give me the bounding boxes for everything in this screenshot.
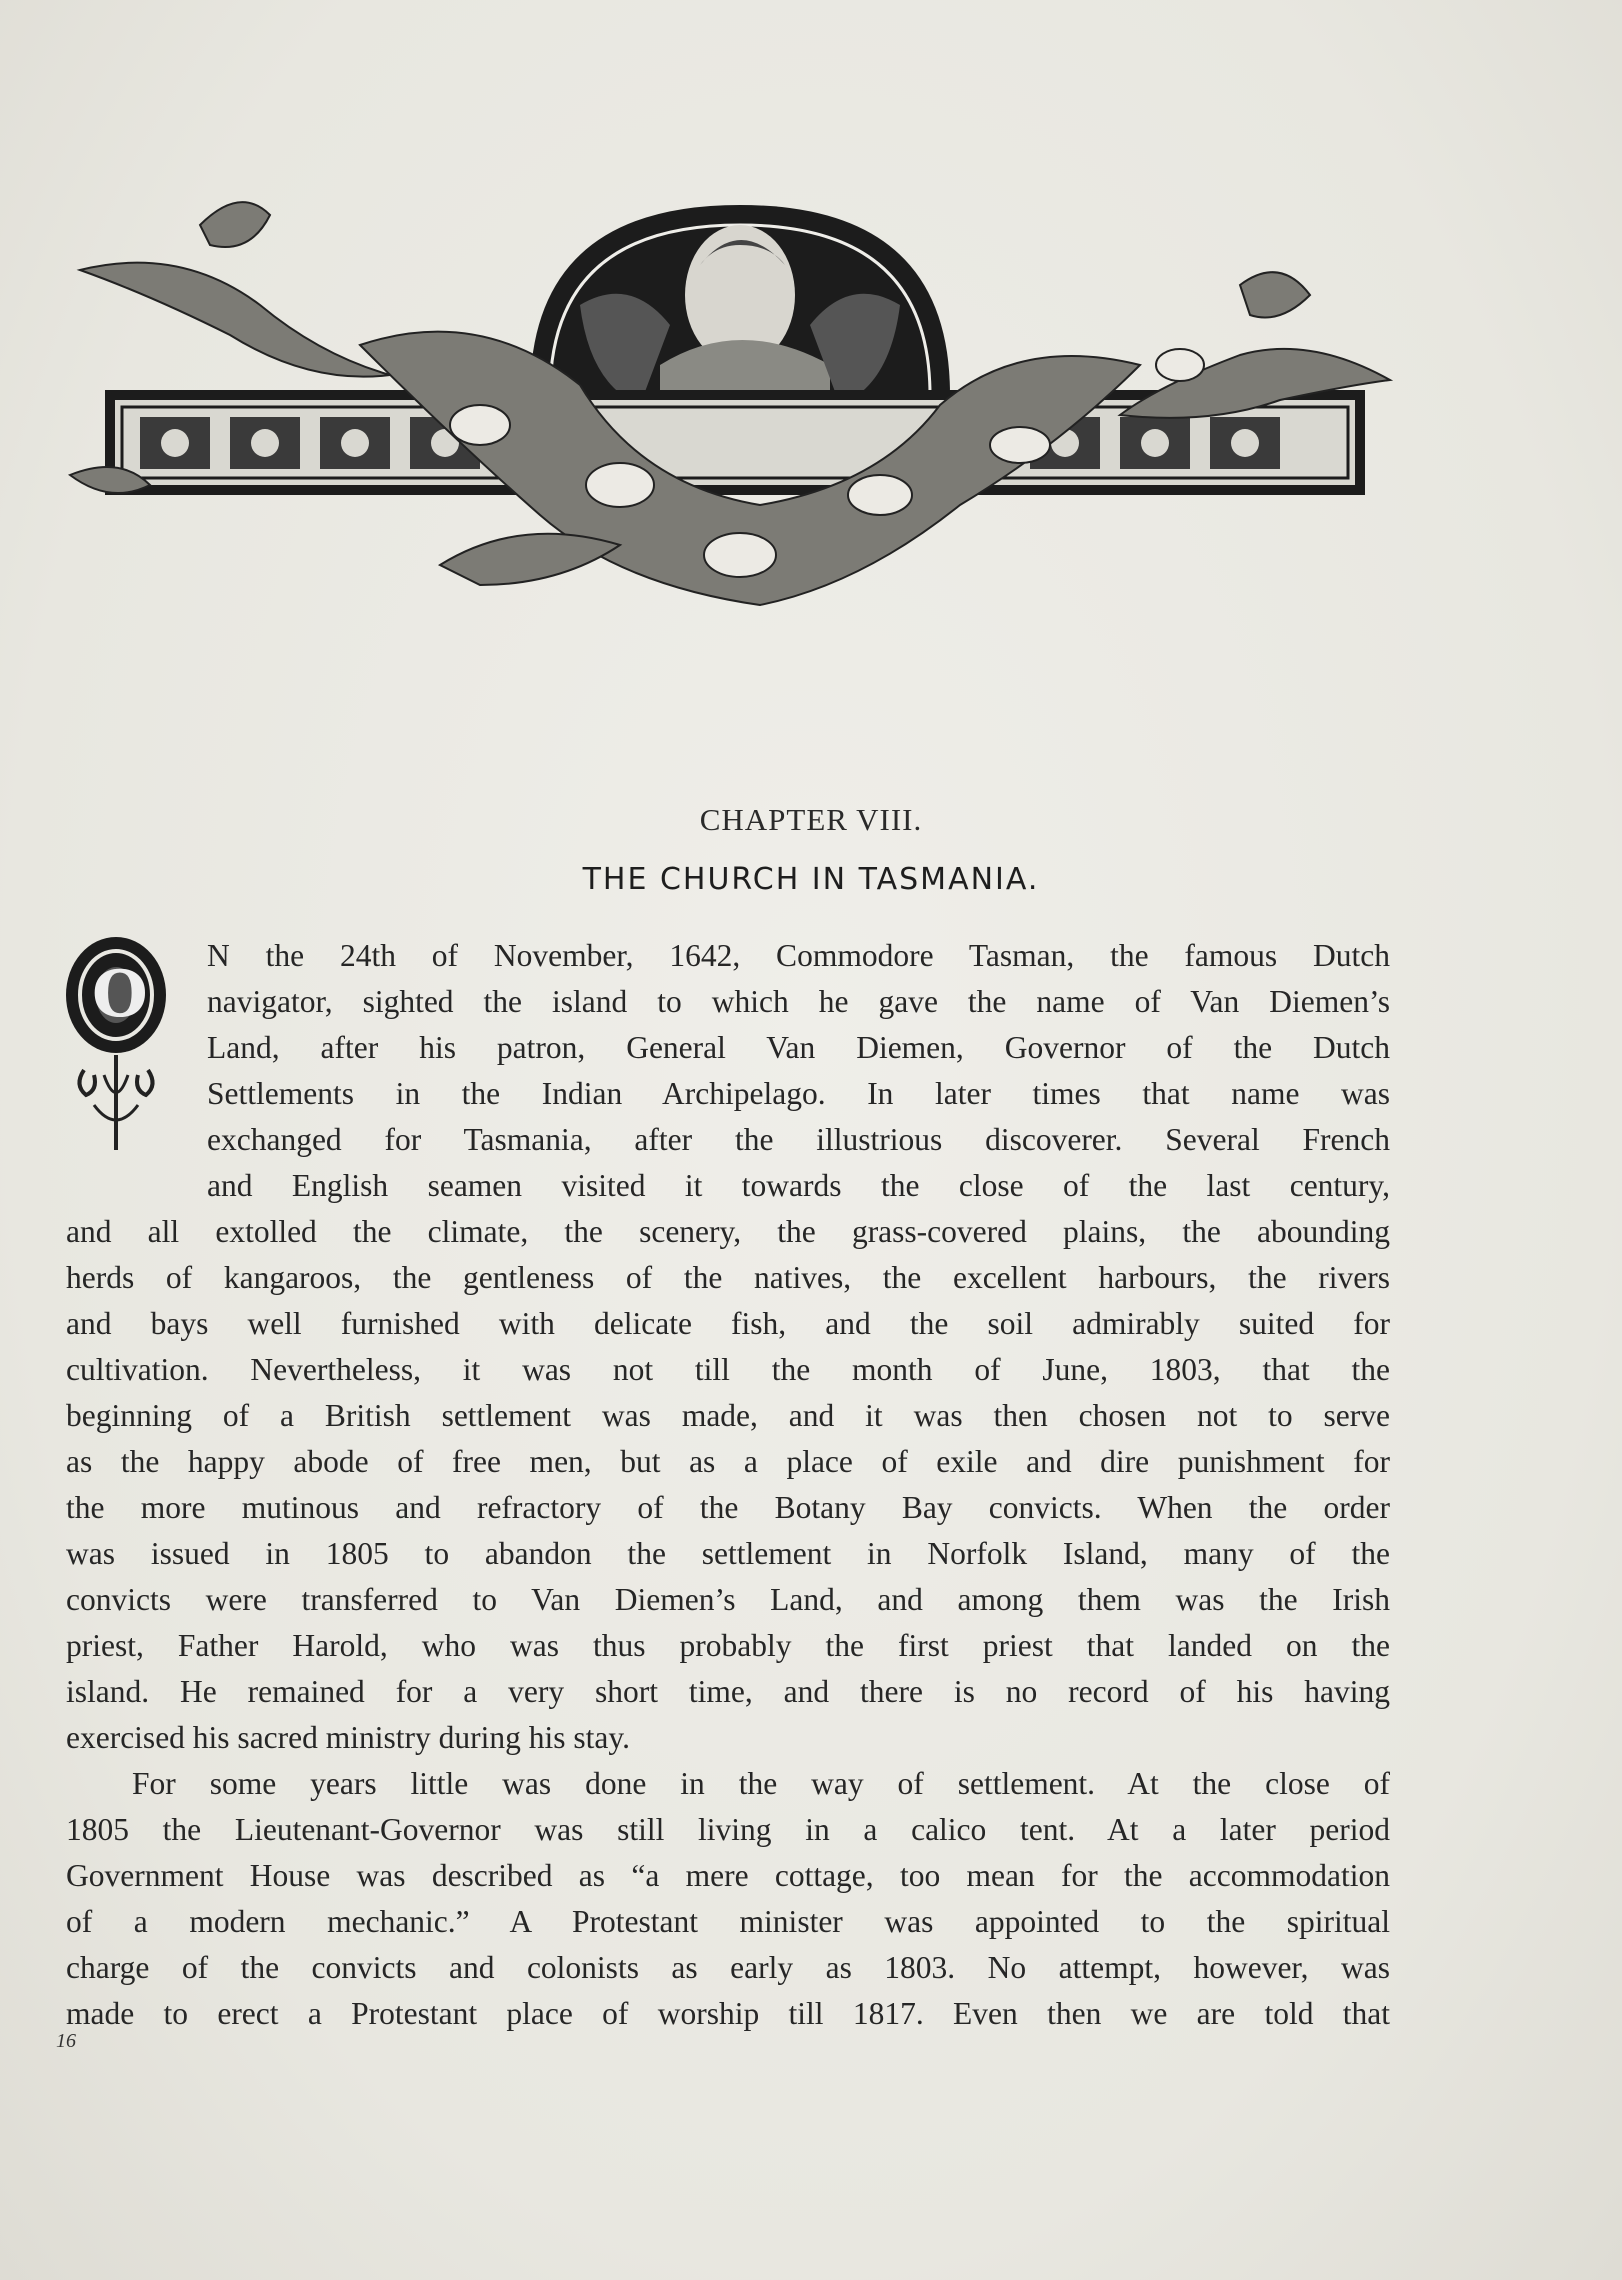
text-line: and all extolled the climate, the scenery, the grass-covered plains, the abounding — [66, 1214, 1390, 1249]
text-line: navigator, sighted the island to which he gave the name of Van Diemen’s — [207, 984, 1390, 1019]
text-line: priest, Father Harold, who was thus probably the first priest that landed on the — [66, 1628, 1390, 1663]
text-line: made to erect a Protestant place of worship till 1817. Even then we are told that — [66, 1996, 1390, 2031]
text-line: Government House was described as “a mere cottage, too mean for the accommodation — [66, 1858, 1390, 1893]
text-line: Land, after his patron, General Van Diemen, Governor of the Dutch — [207, 1030, 1390, 1065]
signature-mark: 16 — [56, 2030, 76, 2052]
text-line: island. He remained for a very short time, and there is no record of his having — [66, 1674, 1390, 1709]
text-line: exercised his sacred ministry during his stay. — [66, 1720, 630, 1755]
text-line: N the 24th of November, 1642, Commodore Tasman, the famous Dutch — [207, 938, 1390, 973]
drop-capital — [64, 935, 174, 1160]
chapter-number: CHAPTER VIII. — [699, 802, 923, 837]
text-line: exchanged for Tasmania, after the illustrious discoverer. Several French — [207, 1122, 1390, 1157]
text-line: as the happy abode of free men, but as a place of exile and dire punishment for — [66, 1444, 1390, 1479]
text-line: and bays well furnished with delicate fish, and the soil admirably suited for — [66, 1306, 1390, 1341]
text-line: 1805 the Lieutenant-Governor was still living in a calico tent. At a later period — [66, 1812, 1390, 1847]
chapter-title: THE CHURCH IN TASMANIA. — [582, 862, 1040, 897]
text-line: Settlements in the Indian Archipelago. In later times that name was — [207, 1076, 1390, 1111]
ornamental-headpiece — [60, 185, 1410, 635]
text-line: beginning of a British settlement was made, and it was then chosen not to serve — [66, 1398, 1390, 1433]
text-line: of a modern mechanic.” A Protestant minister was appointed to the spiritual — [66, 1904, 1390, 1939]
text-line: and English seamen visited it towards the close of the last century, — [207, 1168, 1390, 1203]
text-line: the more mutinous and refractory of the Botany Bay convicts. When the order — [66, 1490, 1390, 1525]
drop-capital-letter: O — [92, 957, 148, 1032]
text-line: convicts were transferred to Van Diemen’s Land, and among them was the Irish — [66, 1582, 1390, 1617]
text-line: herds of kangaroos, the gentleness of the natives, the excellent harbours, the rivers — [66, 1260, 1390, 1295]
text-line: was issued in 1805 to abandon the settlement in Norfolk Island, many of the — [66, 1536, 1390, 1571]
text-line: charge of the convicts and colonists as early as 1803. No attempt, however, was — [66, 1950, 1390, 1985]
text-line: cultivation. Nevertheless, it was not till the month of June, 1803, that the — [66, 1352, 1390, 1387]
text-line: For some years little was done in the way of settlement. At the close of — [132, 1766, 1390, 1801]
